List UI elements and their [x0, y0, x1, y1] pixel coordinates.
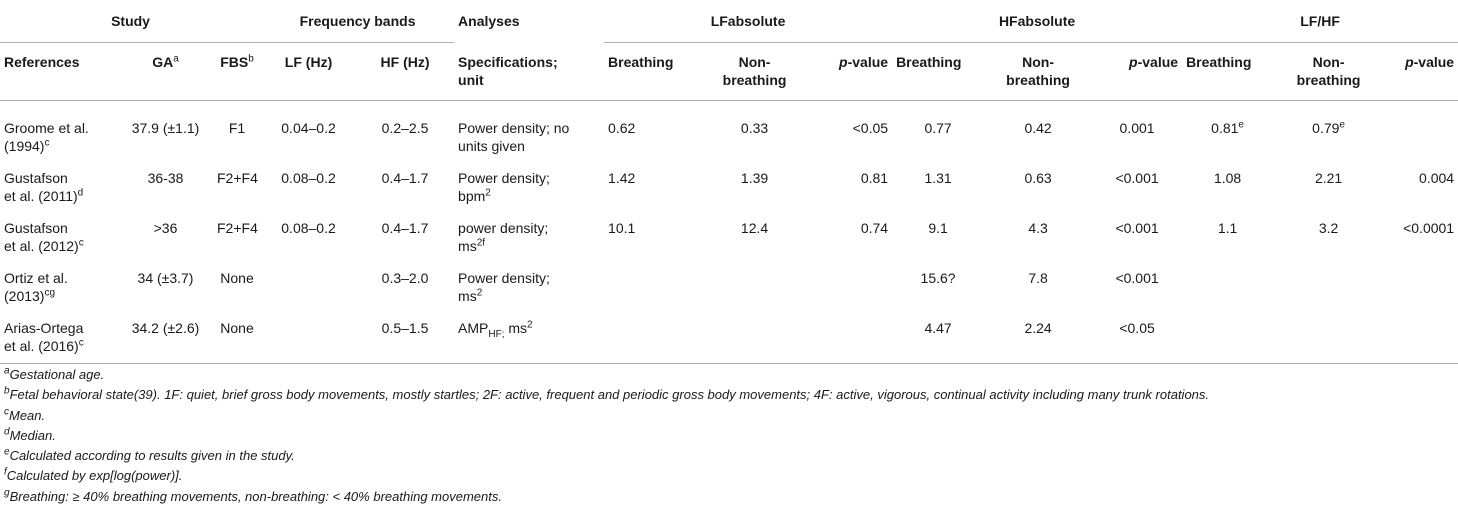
cell-ga: 37.9 (±1.1) — [131, 120, 200, 136]
cell-ratio-pvalue — [1384, 255, 1458, 305]
cell-ratio-nonbreathing: 0.79e — [1312, 119, 1345, 136]
col-ratio-breathing: Breathing — [1182, 43, 1273, 101]
cell-lf-pvalue: <0.05 — [852, 120, 889, 136]
col-references: References — [0, 43, 118, 101]
col-hf-breathing: Breathing — [892, 43, 984, 101]
cell-lf-breathing: 1.42 — [608, 170, 636, 186]
group-lfabsolute: LFabsolute — [604, 0, 892, 43]
footnote: $^c$Mean. — [4, 406, 46, 423]
cell-hf-nonbreathing: 0.63 — [1024, 170, 1052, 186]
group-frequency-bands: Frequency bands — [261, 0, 454, 43]
cell-lf-breathing: 0.62 — [608, 120, 636, 136]
cell-hf-breathing: 15.6? — [920, 270, 956, 286]
cell-lf-nonbreathing — [700, 255, 809, 305]
cell-hf-nonbreathing: 0.42 — [1024, 120, 1052, 136]
footnote: $^d$Median. — [4, 426, 56, 443]
col-lf-pvalue: p-value — [809, 43, 892, 101]
cell-hf-band: 0.4–1.7 — [381, 170, 429, 186]
cell-ga: 34.2 (±2.6) — [118, 305, 213, 364]
cell-hf-pvalue: <0.001 — [1115, 270, 1159, 286]
cell-ratio-nonbreathing — [1273, 255, 1384, 305]
col-ga: $GA^a$ — [118, 43, 213, 101]
cell-lf-nonbreathing: 0.33 — [740, 120, 769, 136]
footnote: $^e$Calculated according to results given in the study. — [4, 446, 295, 464]
cell-specification: $AMP_{HF;}$ $ms^2$ — [454, 305, 604, 364]
cell-lf-band: 0.08–0.2 — [281, 220, 336, 236]
cell-ga: 36-38 — [147, 170, 184, 186]
cell-hf-band: 0.2–2.5 — [381, 120, 429, 136]
cell-ratio-nonbreathing: 2.21 — [1314, 170, 1343, 186]
cell-hf-band: 0.3–2.0 — [381, 270, 429, 286]
table-row — [0, 155, 1458, 205]
cell-lf-pvalue — [809, 305, 892, 364]
cell-specification: Power density; $ms^2$ — [458, 270, 550, 304]
cell-lf-pvalue — [809, 255, 892, 305]
col-ratio-nonbreathing: Non- breathing — [1273, 43, 1384, 101]
cell-hf-nonbreathing: 4.3 — [1028, 220, 1048, 236]
group-hfabsolute: HFabsolute — [892, 0, 1182, 43]
col-hf-nonbreathing: Non- breathing — [984, 43, 1092, 101]
cell-reference: Gustafson et al. $(2012)^c$ — [4, 220, 84, 254]
cell-ratio-nonbreathing: 3.2 — [1318, 220, 1339, 236]
cell-lf-nonbreathing: 12.4 — [740, 220, 769, 236]
cell-reference: Gustafson et al. $(2011)^d$ — [4, 170, 84, 204]
cell-hf-pvalue: <0.001 — [1115, 220, 1159, 236]
cell-ratio-pvalue: <0.0001 — [1403, 220, 1455, 236]
cell-ratio-breathing: 0.81e — [1211, 119, 1244, 136]
cell-fbs: None — [213, 305, 261, 364]
table-row — [0, 255, 1458, 305]
cell-ratio-pvalue: 0.004 — [1419, 170, 1455, 186]
cell-hf-nonbreathing: 7.8 — [1028, 270, 1048, 286]
cell-specification: Power density; bpm$^2$ — [458, 170, 550, 204]
cell-lf-pvalue: 0.81 — [860, 170, 889, 186]
cell-fbs: F2+F4 — [217, 220, 258, 236]
footnote: $^b$Fetal behavioral state(39). 1F: quiet, brief gross body movements, mostly startles; 2F: active, frequent and periodic gross body movements; 4F: active, vigorous, continual activity including many trunk rotations. — [4, 385, 1210, 403]
col-lf-breathing: Breathing — [604, 43, 700, 101]
col-hf-hz: HF (Hz) — [356, 43, 454, 101]
cell-ga: 34 (±3.7) — [137, 270, 194, 286]
cell-hf-pvalue: 0.001 — [1119, 120, 1155, 136]
cell-lf-band: 0.08–0.2 — [281, 170, 336, 186]
cell-lf-breathing — [604, 255, 700, 305]
cell-fbs: F2+F4 — [217, 170, 258, 186]
cell-reference: Arias-Ortega et al. $(2016)^c$ — [0, 305, 118, 364]
cell-reference: Groome et al. $(1994)^c$ — [4, 120, 89, 154]
cell-lf-breathing: 10.1 — [608, 220, 636, 236]
cell-lf-breathing — [604, 305, 700, 364]
col-lf-hz: LF (Hz) — [261, 43, 356, 101]
cell-hf-band: 0.4–1.7 — [381, 220, 429, 236]
cell-fbs: F1 — [228, 120, 246, 136]
footnotes — [4, 365, 1209, 507]
cell-fbs: None — [220, 270, 254, 286]
cell-reference: Ortiz et al. $(2013)^{cg}$ — [4, 270, 68, 304]
col-specifications: Specifications; unit — [454, 43, 604, 101]
cell-ga: >36 — [153, 220, 178, 236]
cell-ratio-breathing — [1182, 255, 1273, 305]
cell-ratio-nonbreathing — [1273, 305, 1384, 364]
cell-lf-nonbreathing: 1.39 — [740, 170, 769, 186]
cell-specification: Power density; no units given — [458, 120, 570, 154]
group-lf-hf: LF/HF — [1182, 0, 1458, 43]
footnote: $^a$Gestational age. — [4, 365, 105, 382]
cell-hf-band: 0.5–1.5 — [356, 305, 454, 364]
col-fbs: FBS$^b$ — [213, 43, 261, 101]
cell-lf-band: 0.04–0.2 — [281, 120, 336, 136]
col-hf-pvalue: p-value — [1092, 43, 1182, 101]
cell-hf-pvalue: <0.001 — [1115, 170, 1159, 186]
col-ratio-pvalue: p-value — [1384, 43, 1458, 101]
table-row — [0, 101, 1458, 156]
cell-hf-breathing: 0.77 — [924, 120, 952, 136]
cell-lf-nonbreathing — [700, 305, 809, 364]
col-lf-nonbreathing: Non- breathing — [700, 43, 809, 101]
cell-hf-nonbreathing: 2.24 — [984, 305, 1092, 364]
group-study: Study — [0, 0, 261, 43]
cell-hf-breathing: 9.1 — [928, 220, 948, 236]
group-analyses: Analyses — [458, 13, 520, 30]
cell-ratio-breathing: 1.1 — [1217, 220, 1238, 236]
cell-hf-breathing: 1.31 — [924, 170, 952, 186]
cell-ratio-pvalue — [1384, 101, 1458, 156]
table-row — [0, 205, 1458, 255]
cell-hf-breathing: 4.47 — [892, 305, 984, 364]
footnote: $^g$Breathing: ≥ 40% breathing movements, non-breathing: < 40% breathing movements. — [4, 487, 502, 504]
cell-ratio-breathing: 1.08 — [1213, 170, 1242, 186]
table-row — [0, 305, 1458, 364]
cell-lf-band — [261, 255, 356, 305]
cell-lf-pvalue: 0.74 — [860, 220, 889, 236]
cell-ratio-pvalue — [1384, 305, 1458, 364]
cell-specification: power density; $ms^{2f}$ — [458, 220, 549, 254]
footnote: $^f$Calculated by exp[log(power)]. — [4, 467, 183, 484]
cell-ratio-breathing — [1182, 305, 1273, 364]
cell-hf-pvalue: <0.05 — [1092, 305, 1182, 364]
cell-lf-band — [261, 305, 356, 364]
